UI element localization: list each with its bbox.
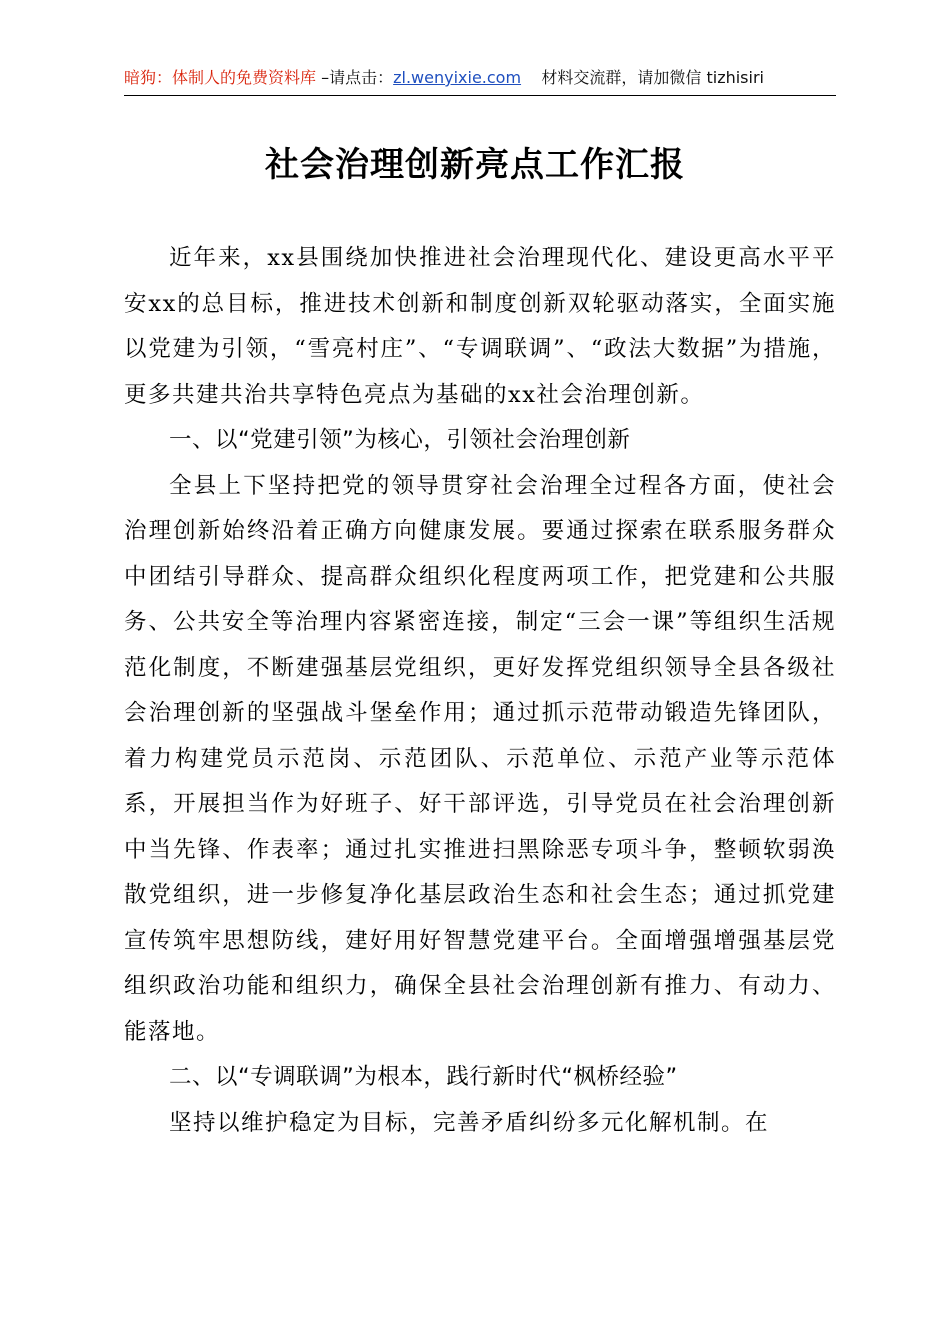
document-body <box>124 236 836 1146</box>
intro-paragraph: 近年来，xx县围绕加快推进社会治理现代化、建设更高水平平安xx的总目标，推进技术创新和制度创新双轮驱动落实，全面实施以党建为引领，“雪亮村庄”、“专调联调”、“政法大数据”为措施，更多共建共治共享特色亮点为基础的xx社会治理创新。 <box>124 245 836 408</box>
section-heading-1: 一、以“党建引领”为核心，引领社会治理创新 <box>169 427 631 453</box>
document-title: 社会治理创新亮点工作汇报 <box>265 145 685 185</box>
page-header <box>124 66 836 90</box>
promo-contact: 材料交流群，请加微信 tizhisiri <box>541 68 764 87</box>
promo-link[interactable]: zl.wenyixie.com <box>393 68 522 87</box>
section-heading-2: 二、以“专调联调”为根本，践行新时代“枫桥经验” <box>169 1064 678 1090</box>
promo-click-label: –请点击： <box>316 68 394 87</box>
promo-title: 暗狗：体制人的免费资料库 <box>124 68 317 87</box>
header-divider <box>124 95 836 96</box>
section-paragraph-1: 全县上下坚持把党的领导贯穿社会治理全过程各方面，使社会治理创新始终沿着正确方向健康发展。要通过探索在联系服务群众中团结引导群众、提高群众组织化程度两项工作，把党建和公共服务、公共安全等治理内容紧密连接，制定“三会一课”等组织生活规范化制度，不断建强基层党组织，更好发挥党组织领导全县各级社会治理创新的坚强战斗堡垒作用；通过抓示范带动锻造先锋团队，着力构建党员示范岗、示范团队、示范单位、示范产业等示范体系，开展担当作为好班子、好干部评选，引导党员在社会治理创新中当先锋、作表率；通过扎实推进扫黑除恶专项斗争，整顿软弱涣散党组织，进一步修复净化基层政治生态和社会生态；通过抓党建宣传筑牢思想防线，建好用好智慧党建平台。全面增强增强基层党组织政治功能和组织力，确保全县社会治理创新有推力、有动力、能落地。 <box>124 472 836 1045</box>
section-paragraph-2: 坚持以维护稳定为目标，完善矛盾纠纷多元化解机制。在 <box>169 1109 770 1136</box>
